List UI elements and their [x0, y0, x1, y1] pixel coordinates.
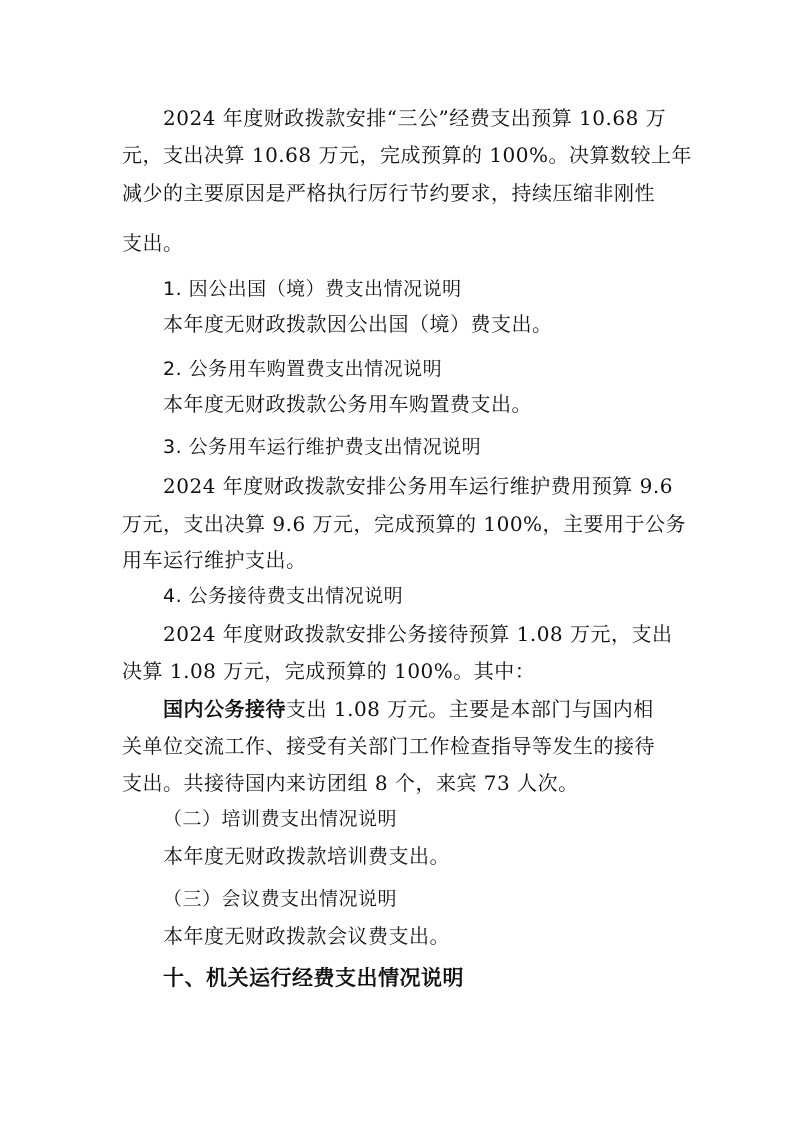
paragraph-line: 支出。共接待国内来访团组 8 个，来宾 73 人次。 — [122, 771, 579, 795]
subsection-title: （三）会议费支出情况说明 — [163, 888, 398, 910]
paragraph-line: 元，支出决算 10.68 万元，完成预算的 100%。决算数较上年 — [122, 143, 693, 167]
paragraph-line: 关单位交流工作、接受有关部门工作检查指导等发生的接待 — [122, 734, 655, 758]
paragraph-line: 万元，支出决算 9.6 万元，完成预算的 100%，主要用于公务 — [122, 512, 687, 536]
subsection-title: 3. 公务用车运行维护费支出情况说明 — [163, 436, 482, 458]
subsection-title: （二）培训费支出情况说明 — [163, 808, 398, 830]
paragraph-line: 用车运行维护支出。 — [122, 548, 307, 572]
paragraph-line: 决算 1.08 万元，完成预算的 100%。其中： — [122, 659, 536, 683]
paragraph-line: 支出。 — [122, 231, 184, 255]
subsection-title: 1. 因公出国（境）费支出情况说明 — [163, 278, 462, 300]
section-heading: 十、机关运行经费支出情况说明 — [163, 966, 464, 990]
paragraph-line: 2024 年度财政拨款安排公务接待预算 1.08 万元，支出 — [163, 622, 673, 646]
subsection-text: 本年度无财政拨款因公出国（境）费支出。 — [163, 312, 553, 336]
domestic-reception-text: 支出 1.08 万元。主要是本部门与国内相 — [286, 697, 654, 721]
domestic-reception-label: 国内公务接待 — [163, 697, 286, 721]
subsection-text: 本年度无财政拨款会议费支出。 — [163, 924, 450, 948]
paragraph-line: 减少的主要原因是严格执行厉行节约要求，持续压缩非刚性 — [122, 181, 655, 205]
subsection-text: 本年度无财政拨款公务用车购置费支出。 — [163, 392, 532, 416]
paragraph-line: 2024 年度财政拨款安排“三公”经费支出预算 10.68 万 — [163, 106, 667, 130]
subsection-title: 2. 公务用车购置费支出情况说明 — [163, 358, 443, 380]
subsection-text: 本年度无财政拨款培训费支出。 — [163, 844, 450, 868]
paragraph-line: 2024 年度财政拨款安排公务用车运行维护费用预算 9.6 — [163, 474, 673, 498]
paragraph-line — [163, 695, 723, 723]
subsection-title: 4. 公务接待费支出情况说明 — [163, 585, 404, 607]
